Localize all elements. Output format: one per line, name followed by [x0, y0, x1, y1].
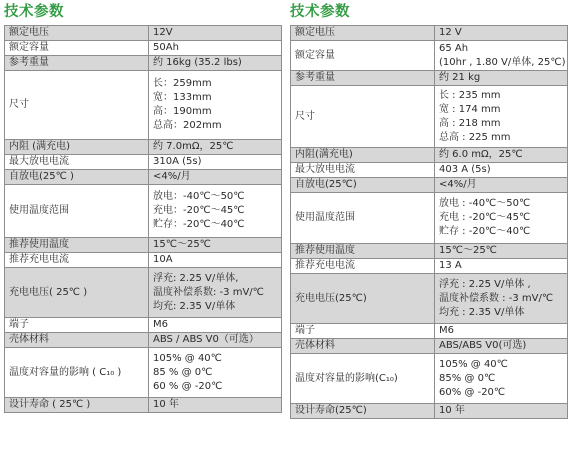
- spec-value-line: 10 年: [153, 399, 179, 410]
- spec-value-line: 高：190mm: [153, 106, 212, 117]
- spec-row: [291, 324, 568, 339]
- spec-value: [435, 71, 568, 86]
- spec-value: [435, 354, 568, 404]
- spec-label: 内阻 (满充电): [5, 140, 149, 155]
- spec-value-line: 310A (5s): [153, 156, 202, 167]
- spec-row: [5, 253, 282, 268]
- spec-row: [291, 86, 568, 148]
- spec-row: [5, 348, 282, 398]
- spec-label: 尺寸: [5, 71, 149, 140]
- spec-label: 温度对容量的影响(C₁₀): [291, 354, 435, 404]
- spec-value: [149, 398, 282, 413]
- spec-value-line: 10A: [153, 254, 173, 265]
- spec-row: [291, 339, 568, 354]
- spec-value: [435, 339, 568, 354]
- spec-row: [291, 404, 568, 419]
- spec-label: 使用温度范围: [291, 193, 435, 244]
- spec-value: [149, 41, 282, 56]
- spec-value-line: 约 6.0 mΩ，25℃: [439, 149, 523, 160]
- spec-value-line: 10 年: [439, 405, 465, 416]
- spec-value-line: 约 16kg (35.2 lbs): [153, 57, 242, 68]
- spec-value-line: 15℃～25℃: [439, 245, 497, 256]
- spec-label: 自放电(25℃ ): [5, 170, 149, 185]
- spec-value-line: 105% @ 40℃: [153, 352, 222, 364]
- spec-value-line: 放电：-40℃～50℃: [153, 191, 245, 202]
- spec-value: [149, 348, 282, 398]
- spec-value-line: 60 % @ -20℃: [153, 380, 223, 392]
- spec-value: [435, 193, 568, 244]
- spec-value-line: ABS / ABS V0（可选）: [153, 334, 259, 345]
- spec-label: 参考重量: [5, 56, 149, 71]
- spec-value: [149, 268, 282, 318]
- spec-value-line: ABS/ABS V0(可选): [439, 340, 527, 351]
- spec-row: [291, 274, 568, 324]
- spec-row: [291, 259, 568, 274]
- left-heading: 技术参数: [4, 4, 64, 20]
- spec-row: [291, 148, 568, 163]
- spec-label: 设计寿命(25℃): [291, 404, 435, 419]
- spec-value-line: 约 21 kg: [439, 72, 481, 83]
- spec-row: [5, 155, 282, 170]
- spec-value: [435, 259, 568, 274]
- spec-value-line: 温度补偿系数: -3 mV/℃: [153, 286, 264, 298]
- spec-value: [435, 148, 568, 163]
- spec-row: [5, 41, 282, 56]
- spec-label: 壳体材料: [291, 339, 435, 354]
- spec-value: [435, 324, 568, 339]
- spec-value-line: 65 Ah: [439, 42, 469, 54]
- spec-value: [149, 253, 282, 268]
- spec-row: [291, 41, 568, 71]
- spec-value: [149, 238, 282, 253]
- spec-value-line: 105% @ 40℃: [439, 358, 508, 370]
- spec-value: [435, 404, 568, 419]
- spec-value-line: 均充 : 2.35 V/单体: [439, 306, 525, 318]
- spec-value: [149, 333, 282, 348]
- spec-value-line: M6: [153, 319, 168, 330]
- spec-row: [5, 56, 282, 71]
- spec-label: 额定电压: [291, 26, 435, 41]
- spec-row: [5, 398, 282, 413]
- spec-value-line: 总高：202mm: [153, 120, 222, 131]
- spec-value-line: 60% @ -20℃: [439, 386, 506, 398]
- spec-value-line: 浮充: 2.25 V/单体,: [153, 272, 239, 284]
- spec-value: [435, 163, 568, 178]
- spec-label: 充电电压( 25℃ ): [5, 268, 149, 318]
- spec-value-line: <4%/月: [439, 179, 477, 190]
- spec-value-line: <4%/月: [153, 171, 191, 182]
- spec-label: 推荐使用温度: [291, 244, 435, 259]
- spec-value-line: M6: [439, 325, 454, 336]
- spec-value-line: 长 : 235 mm: [439, 89, 501, 101]
- spec-value-line: 50Ah: [153, 42, 179, 53]
- right-spec-panel: [290, 0, 568, 419]
- spec-label: 尺寸: [291, 86, 435, 148]
- spec-value: [435, 274, 568, 324]
- spec-label: 端子: [5, 318, 149, 333]
- spec-value-line: 长：259mm: [153, 78, 212, 89]
- spec-value: [149, 155, 282, 170]
- spec-value-line: (10hr , 1.80 V/单体, 25℃): [439, 56, 566, 68]
- spec-label: 最大放电电流: [291, 163, 435, 178]
- spec-row: [5, 333, 282, 348]
- spec-value: [149, 318, 282, 333]
- spec-value-line: 高 : 218 mm: [439, 117, 501, 129]
- spec-row: [5, 140, 282, 155]
- spec-value-line: 13 A: [439, 260, 462, 271]
- spec-label: 额定容量: [5, 41, 149, 56]
- spec-value: [435, 86, 568, 148]
- spec-value-line: 12V: [153, 27, 173, 38]
- spec-label: 自放电(25℃): [291, 178, 435, 193]
- spec-value-line: 403 A (5s): [439, 164, 491, 175]
- spec-row: [5, 238, 282, 253]
- spec-value-line: 均充: 2.35 V/单体: [153, 300, 236, 312]
- spec-value: [435, 178, 568, 193]
- spec-value-line: 85 % @ 0℃: [153, 366, 213, 378]
- spec-value: [149, 140, 282, 155]
- spec-value: [149, 71, 282, 140]
- spec-row: [5, 268, 282, 318]
- left-spec-table: [4, 25, 282, 413]
- spec-value-line: 温度补偿系数 : -3 mV/℃: [439, 292, 554, 304]
- spec-value-line: 约 7.0mΩ，25℃: [153, 141, 234, 152]
- spec-row: [5, 170, 282, 185]
- spec-value-line: 浮充 : 2.25 V/单体 ,: [439, 278, 531, 290]
- spec-label: 参考重量: [291, 71, 435, 86]
- spec-row: [291, 178, 568, 193]
- spec-label: 温度对容量的影响 ( C₁₀ ): [5, 348, 149, 398]
- spec-row: [291, 244, 568, 259]
- spec-label: 额定电压: [5, 26, 149, 41]
- spec-row: [291, 193, 568, 244]
- spec-row: [5, 318, 282, 333]
- spec-value: [435, 41, 568, 71]
- spec-value: [149, 170, 282, 185]
- spec-label: 额定容量: [291, 41, 435, 71]
- spec-value-line: 宽 : 174 mm: [439, 103, 501, 115]
- spec-value-line: 15℃～25℃: [153, 239, 211, 250]
- spec-value-line: 贮存 : -20℃～40℃: [439, 226, 531, 237]
- spec-value-line: 充电 : -20℃～45℃: [439, 212, 531, 223]
- spec-value-line: 85% @ 0℃: [439, 372, 496, 384]
- spec-row: [291, 71, 568, 86]
- spec-value: [149, 56, 282, 71]
- spec-label: 壳体材料: [5, 333, 149, 348]
- spec-value-line: 宽：133mm: [153, 92, 212, 103]
- spec-label: 充电电压(25℃): [291, 274, 435, 324]
- spec-value-line: 贮存：-20℃～40℃: [153, 219, 245, 230]
- spec-row: [5, 185, 282, 238]
- spec-label: 端子: [291, 324, 435, 339]
- spec-label: 推荐使用温度: [5, 238, 149, 253]
- spec-value-line: 放电 : -40℃～50℃: [439, 198, 531, 209]
- spec-row: [291, 26, 568, 41]
- spec-value-line: 充电：-20℃～45℃: [153, 205, 245, 216]
- spec-value-line: 12 V: [439, 27, 462, 38]
- spec-value: [435, 244, 568, 259]
- spec-value: [149, 26, 282, 41]
- left-spec-panel: [4, 0, 282, 413]
- right-heading: 技术参数: [290, 4, 350, 20]
- right-spec-table: [290, 25, 568, 419]
- spec-row: [291, 354, 568, 404]
- spec-row: [291, 163, 568, 178]
- spec-label: 推荐充电电流: [5, 253, 149, 268]
- spec-value: [149, 185, 282, 238]
- spec-label: 内阻(满充电): [291, 148, 435, 163]
- spec-label: 最大放电电流: [5, 155, 149, 170]
- spec-label: 推荐充电电流: [291, 259, 435, 274]
- spec-value: [435, 26, 568, 41]
- spec-label: 使用温度范围: [5, 185, 149, 238]
- spec-label: 设计寿命 ( 25℃ ): [5, 398, 149, 413]
- spec-value-line: 总高 : 225 mm: [439, 131, 511, 143]
- spec-row: [5, 26, 282, 41]
- spec-row: [5, 71, 282, 140]
